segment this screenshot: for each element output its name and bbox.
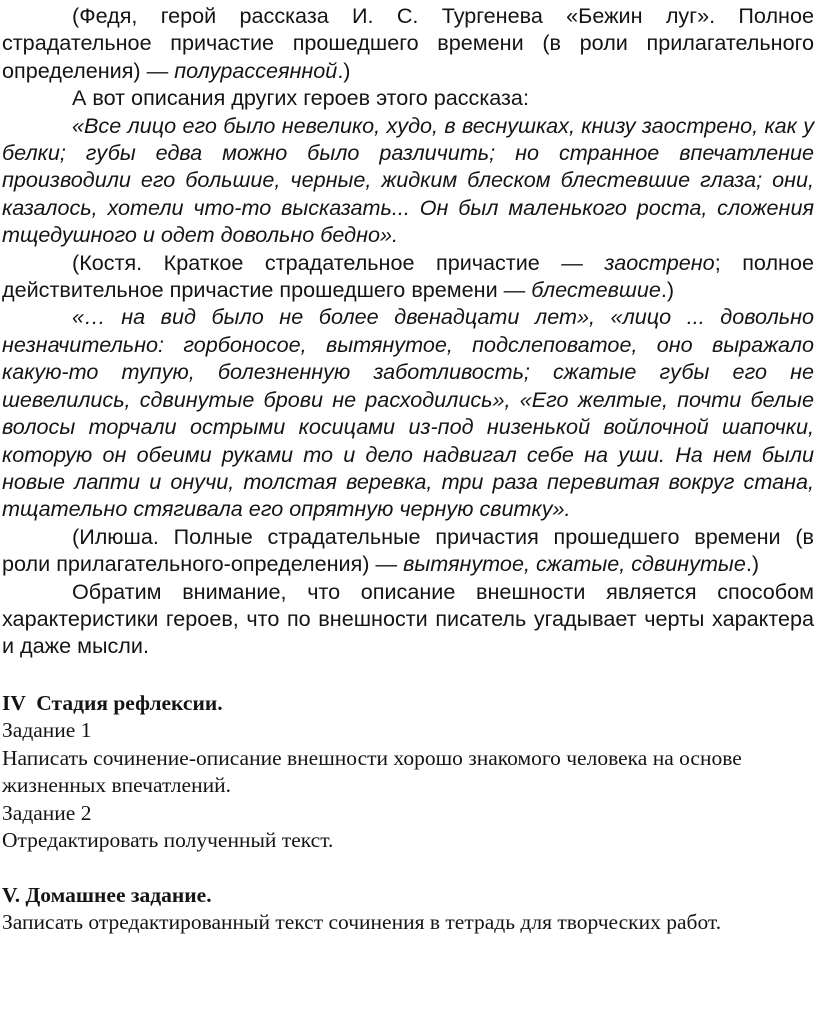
fedya-note-paragraph [2, 2, 814, 84]
task1-label: Задание 1 [2, 718, 92, 743]
spacer [2, 660, 814, 690]
fedya-note-participle: полурассеянной [174, 57, 338, 83]
kostya-note-text-2: ; полное действительное причастие прошедшего времени — [2, 249, 814, 303]
ilyusha-quote-paragraph: «… на вид было не более двенадцати лет», «лицо ... довольно незначительно: горбоносое, вытянутое, подслеповатое, оно выражало какую-то тупую, болезненную заботливость; сжатые губы его не шевелились, сдвинутые брови не расходились», «Его желтые, почти белые волосы торчали острыми косицами из-под низенькой войлочной шапочки, которую он обеими руками то и дело надвигал себе на уши. На нем были новые лапти и онучи, толстая веревка, три раза перевитая вокруг стана, тщательно стягивала его опрятную черную свитку». [2, 304, 814, 522]
homework-text: Записать отредактированный текст сочинения в тетрадь для творческих работ. [2, 910, 722, 935]
reflection-heading: IV Стадия рефлексии. [2, 690, 223, 715]
kostya-note-full-participle: блестевшие [531, 277, 661, 303]
task1-text: Написать сочинение-описание внешности хорошо знакомого человека на основе жизненных впечатлений. [2, 745, 742, 798]
ilyusha-note-participles: вытянутое, сжатые, сдвинутые [403, 551, 746, 577]
ilyusha-note-end: .) [745, 551, 760, 577]
task2-text: Отредактировать полученный текст. [2, 828, 334, 853]
task2-label: Задание 2 [2, 800, 92, 825]
intro-paragraph: А вот описания других героев этого рассказа: [72, 85, 529, 111]
ilyusha-note-paragraph [2, 523, 814, 578]
ilyusha-note-text: (Илюша. Полные страдательные причастия прошедшего времени (в роли прилагательного-определения) — [2, 523, 814, 577]
kostya-note-short-participle: заострено [604, 249, 715, 275]
kostya-quote-paragraph: «Все лицо его было невелико, худо, в веснушках, книзу заострено, как у белки; губы едва можно было различить; но странное впечатление производили его большие, черные, жидким блеском блестевшие глаза; они, казалось, хотели что-то высказать... Он был маленького роста, сложения тщедушного и одет довольно бедно». [2, 112, 814, 248]
kostya-note-text: (Костя. Краткое страдательное причастие — [72, 249, 605, 275]
spacer [2, 855, 814, 882]
conclusion-paragraph: Обратим внимание, что описание внешности является способом характеристики героев, что по внешности писатель угадывает черты характера и даже мысли. [2, 578, 814, 659]
fedya-note-end: .) [337, 57, 351, 83]
kostya-note-paragraph [2, 249, 814, 304]
kostya-note-end: .) [660, 277, 675, 303]
fedya-note-text: (Федя, герой рассказа И. С. Тургенева «Бежин луг». Полное страдательное причастие прошедшего времени (в роли прилагательного определения) — [2, 3, 814, 83]
homework-heading: V. Домашнее задание. [2, 882, 212, 907]
